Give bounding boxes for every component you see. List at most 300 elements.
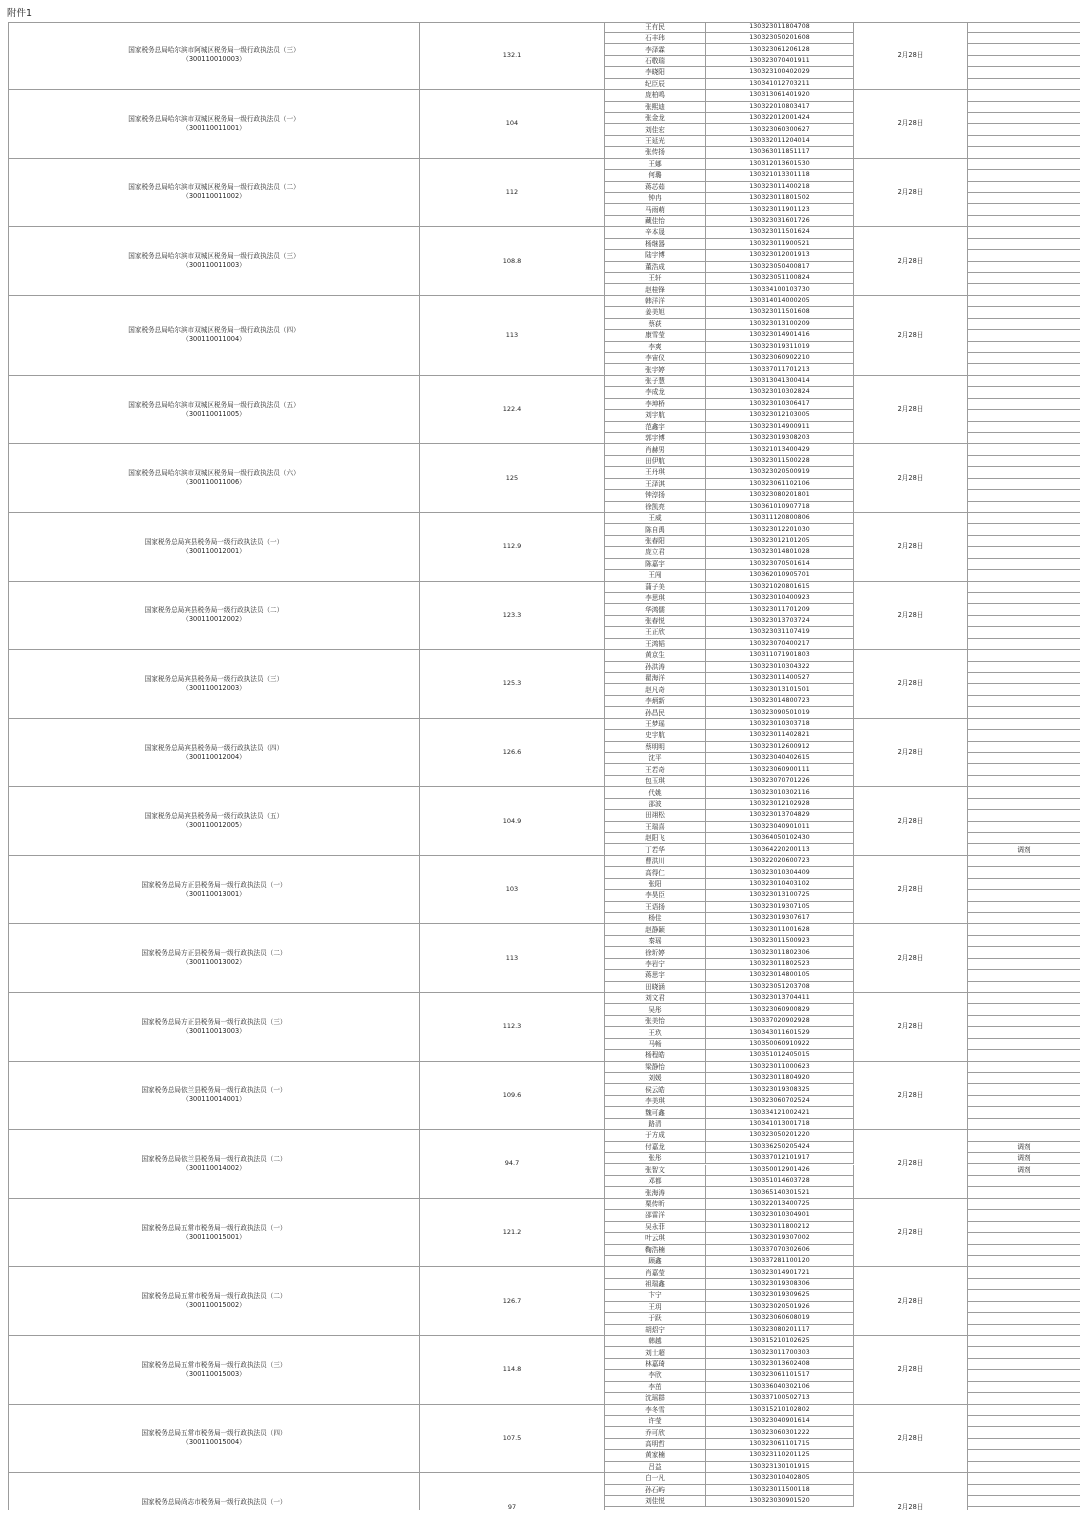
exam-id-cell (706, 33, 854, 44)
candidate-name-cell (605, 364, 706, 375)
position-code: （300110011001） (182, 123, 246, 132)
candidate-name-cell (605, 1084, 706, 1095)
candidate-name: 徐凯亮 (645, 502, 665, 511)
candidate-name: 张传扬 (645, 148, 665, 157)
candidate-name-cell (605, 982, 706, 993)
remark-cell (968, 147, 1080, 158)
interview-date: 2月28日 (897, 816, 924, 825)
candidate-name: 田翊松 (645, 811, 665, 820)
exam-id-cell (706, 56, 854, 67)
candidate-name-cell (605, 1370, 706, 1381)
candidate-name: 田伊航 (645, 457, 665, 466)
remark-cell (968, 102, 1080, 113)
candidate-name-cell (605, 307, 706, 318)
candidate-name: 王瑞喜 (645, 822, 665, 831)
candidate-name-cell (605, 593, 706, 604)
exam-id-cell (706, 79, 854, 90)
candidate-name-cell (605, 410, 706, 421)
position-name: 国家税务总局哈尔滨市双城区税务局一级行政执法员（六） (128, 469, 300, 478)
candidate-name-cell (605, 1004, 706, 1015)
position-name: 国家税务总局宾县税务局一级行政执法员（一） (144, 537, 284, 546)
remark-cell (968, 170, 1080, 181)
candidate-name: 吴永菲 (645, 1222, 665, 1231)
candidate-name-cell (605, 833, 706, 844)
remark-cell (968, 387, 1080, 398)
exam-id: 130323013100209 (749, 319, 810, 327)
remark-cell (968, 1359, 1080, 1370)
exam-id: 130361010907718 (749, 502, 810, 510)
candidate-name: 孙昌民 (645, 708, 665, 717)
candidate-name-cell (605, 1165, 706, 1176)
candidate-name-cell (605, 204, 706, 215)
interview-date: 2月28日 (897, 953, 924, 962)
remark-cell (968, 296, 1080, 307)
exam-id-cell (706, 787, 854, 798)
exam-id-cell (706, 593, 854, 604)
candidate-name: 石丰玮 (645, 34, 665, 43)
candidate-name: 祖瑞鑫 (645, 1280, 665, 1288)
candidate-name-cell (605, 730, 706, 741)
remark-cell (968, 833, 1080, 844)
remark-cell (968, 284, 1080, 295)
position-code: （300110011004） (182, 335, 246, 344)
exam-id: 130315210102625 (749, 1337, 810, 1345)
exam-id-cell (706, 993, 854, 1004)
remark-cell (968, 1462, 1080, 1473)
remark-cell (968, 79, 1080, 90)
date-cell (854, 1336, 968, 1405)
exam-id: 130323013602408 (749, 1360, 810, 1367)
candidate-name-cell (605, 250, 706, 261)
position-cell (8, 376, 420, 445)
date-cell (854, 856, 968, 925)
exam-id: 130323019307105 (749, 902, 810, 910)
candidate-name-cell (605, 216, 706, 227)
exam-id-cell (706, 1107, 854, 1118)
candidate-name-cell (605, 490, 706, 501)
remark-cell (968, 970, 1080, 981)
exam-id: 130323014900911 (749, 422, 810, 430)
candidate-name-cell (605, 924, 706, 935)
candidate-name: 李思琪 (645, 594, 665, 603)
candidate-name: 张宇婷 (645, 365, 665, 374)
remark-cell (968, 330, 1080, 341)
remark-cell (968, 410, 1080, 421)
position-code: （300110015002） (182, 1301, 246, 1310)
exam-id: 130323012102928 (749, 799, 810, 807)
exam-id: 130323010402805 (749, 1474, 810, 1482)
interview-date: 2月28日 (897, 1502, 924, 1510)
candidate-name: 李炳新 (645, 697, 665, 706)
exam-id-cell (706, 182, 854, 193)
candidate-name: 赵凡奇 (645, 685, 665, 694)
candidate-name: 王闯 (648, 571, 662, 580)
candidate-name: 沈平 (648, 754, 662, 763)
exam-id: 130323014901721 (749, 1268, 810, 1276)
remark-cell (968, 1153, 1080, 1164)
candidate-name-cell (605, 1050, 706, 1061)
score-cell (420, 513, 605, 582)
candidate-name-cell (605, 33, 706, 44)
candidate-name-cell (605, 1496, 706, 1507)
score-value: 97 (507, 1502, 517, 1510)
score-cell (420, 993, 605, 1062)
date-cell (854, 719, 968, 788)
exam-id-cell (706, 1325, 854, 1336)
position-cell (8, 296, 420, 376)
exam-id-cell (706, 833, 854, 844)
exam-id: 130323011500118 (749, 1485, 810, 1493)
exam-id-cell (706, 1084, 854, 1095)
exam-id-cell (706, 239, 854, 250)
candidate-name: 魏可鑫 (645, 1108, 665, 1117)
score-cell (420, 1267, 605, 1336)
remark-cell (968, 1187, 1080, 1198)
remark-cell (968, 273, 1080, 284)
candidate-name-cell (605, 1290, 706, 1301)
remark-cell (968, 1496, 1080, 1507)
candidate-name-cell (605, 1256, 706, 1267)
position-cell (8, 1336, 420, 1405)
exam-id-cell (706, 444, 854, 455)
date-cell (854, 650, 968, 719)
remark-cell (968, 1393, 1080, 1404)
candidate-name-cell (605, 867, 706, 878)
exam-id: 130365140301521 (749, 1188, 810, 1196)
interview-date: 2月28日 (897, 473, 924, 482)
exam-id-cell (706, 707, 854, 718)
score-value: 123.3 (502, 610, 522, 619)
position-cell (8, 1405, 420, 1474)
candidate-name-cell (605, 764, 706, 775)
candidate-name-cell (605, 1107, 706, 1118)
position-name: 国家税务总局哈尔滨市双城区税务局一级行政执法员（一） (128, 114, 300, 123)
exam-id-cell (706, 1062, 854, 1073)
exam-id-cell (706, 193, 854, 204)
candidate-name: 刘媛 (648, 1074, 662, 1083)
score-value: 126.6 (502, 748, 522, 756)
candidate-name: 黄京生 (645, 651, 665, 660)
exam-id: 130323012103005 (749, 411, 810, 419)
candidate-name: 王若奇 (645, 765, 665, 774)
exam-id-cell (706, 113, 854, 124)
exam-id: 130323011800212 (749, 1222, 810, 1230)
exam-id-cell (706, 627, 854, 638)
exam-id-cell (706, 204, 854, 215)
candidate-name-cell (605, 879, 706, 890)
score-cell (420, 856, 605, 925)
candidate-name-cell (605, 684, 706, 695)
candidate-name: 张阳 (648, 879, 662, 888)
exam-id-cell (706, 44, 854, 55)
exam-id-cell (706, 970, 854, 981)
remark-cell (968, 867, 1080, 878)
candidate-name: 张美怡 (645, 1017, 665, 1026)
candidate-name-cell (605, 124, 706, 135)
exam-id-cell (706, 799, 854, 810)
exam-id: 130337070302606 (749, 1245, 810, 1253)
position-name: 国家税务总局依兰县税务局一级行政执法员（一） (141, 1086, 287, 1095)
exam-id-cell (706, 1222, 854, 1233)
remark-cell (968, 719, 1080, 730)
remark-cell (968, 1279, 1080, 1290)
candidate-name: 王正欣 (645, 628, 665, 637)
score-value: 112 (505, 187, 519, 196)
exam-id: 130323013704829 (749, 811, 810, 819)
exam-id-cell (706, 696, 854, 707)
exam-id: 130323020501926 (749, 1302, 810, 1310)
candidate-name-cell (605, 296, 706, 307)
exam-id-cell (706, 1302, 854, 1313)
remark-cell (968, 559, 1080, 570)
remark-cell (968, 1084, 1080, 1095)
remark-cell (968, 650, 1080, 661)
exam-id-cell (706, 924, 854, 935)
candidate-name: 李美琪 (645, 1097, 665, 1106)
candidate-name-cell (605, 273, 706, 284)
candidate-name: 丁若华 (645, 845, 665, 854)
remark-cell (968, 707, 1080, 718)
position-name: 国家税务总局宾县税务局一级行政执法员（五） (144, 812, 284, 821)
candidate-name: 高得仁 (645, 868, 665, 877)
candidate-name-cell (605, 1427, 706, 1438)
exam-id-cell (706, 433, 854, 444)
score-value: 125.3 (502, 679, 522, 688)
candidate-name-cell (605, 90, 706, 101)
remark-cell (968, 422, 1080, 433)
candidate-name: 赵静颖 (645, 925, 665, 934)
date-cell (854, 1405, 968, 1474)
exam-id-cell (706, 1153, 854, 1164)
position-code: （300110012003） (182, 683, 246, 692)
position-cell (8, 1130, 420, 1199)
candidate-name-cell (605, 1336, 706, 1347)
exam-id: 130323011700303 (749, 1348, 810, 1356)
remark-cell (968, 124, 1080, 135)
exam-id-cell (706, 227, 854, 238)
exam-id-cell (706, 879, 854, 890)
exam-id: 130323010304901 (749, 1211, 810, 1219)
candidate-name: 赵桂锋 (645, 285, 665, 294)
candidate-name-cell (605, 239, 706, 250)
exam-id-cell (706, 902, 854, 913)
exam-id-cell (706, 364, 854, 375)
candidate-name: 李欣 (648, 1371, 662, 1380)
exam-id-cell (706, 273, 854, 284)
exam-id: 130322020600723 (749, 857, 810, 865)
remark-cell (968, 924, 1080, 935)
candidate-name-cell (605, 1416, 706, 1427)
remark-cell (968, 56, 1080, 67)
candidate-name: 陈嘉宇 (645, 559, 665, 568)
candidate-name: 邵雷洋 (645, 1211, 665, 1220)
score-value: 104 (505, 119, 519, 128)
exam-id-cell (706, 284, 854, 295)
exam-id: 130323019308306 (749, 1280, 810, 1287)
exam-id-cell (706, 810, 854, 821)
exam-id: 130323013101501 (749, 685, 810, 693)
date-cell (854, 582, 968, 651)
remark-cell (968, 799, 1080, 810)
position-name: 国家税务总局方正县税务局一级行政执法员（一） (141, 880, 287, 889)
exam-id-cell (706, 1427, 854, 1438)
candidate-name-cell (605, 1325, 706, 1336)
exam-id-cell (706, 1256, 854, 1267)
date-cell (854, 444, 968, 513)
exam-id-cell (706, 753, 854, 764)
position-name: 国家税务总局哈尔滨市双城区税务局一级行政执法员（四） (128, 326, 300, 335)
candidate-name: 王延光 (645, 137, 665, 145)
remark-cell (968, 67, 1080, 78)
candidate-name: 王玥 (648, 1302, 662, 1311)
exam-id: 130323010304322 (749, 662, 810, 670)
exam-id-cell (706, 639, 854, 650)
exam-id: 130323012001913 (749, 251, 810, 259)
exam-id-cell (706, 67, 854, 78)
exam-id: 130323011901123 (749, 205, 810, 213)
remark-cell (968, 547, 1080, 558)
exam-id: 130323010403102 (749, 879, 810, 887)
candidate-name: 石敬瑞 (645, 56, 665, 65)
exam-id: 130323013100725 (749, 891, 810, 899)
candidate-name: 范鑫宇 (645, 422, 665, 431)
exam-id-cell (706, 936, 854, 947)
candidate-name: 何璐 (648, 171, 662, 180)
candidate-name-cell (605, 376, 706, 387)
exam-id-cell (706, 1004, 854, 1015)
candidate-name: 李宙仪 (645, 354, 665, 363)
candidate-name-cell (605, 513, 706, 524)
candidate-name-cell (605, 1382, 706, 1393)
interview-date: 2月28日 (897, 330, 924, 339)
candidate-name-cell (605, 822, 706, 833)
position-cell (8, 924, 420, 993)
exam-id-cell (706, 307, 854, 318)
score-cell (420, 444, 605, 513)
exam-id-cell (706, 353, 854, 364)
candidate-name: 白一凡 (645, 1474, 665, 1483)
score-value: 103 (505, 885, 519, 894)
candidate-name: 乔可欣 (645, 1428, 665, 1437)
remark-cell (968, 582, 1080, 593)
exam-id: 130323060902210 (749, 354, 810, 362)
score-cell (420, 159, 605, 228)
position-code: （300110011002） (182, 192, 246, 201)
exam-id-cell (706, 490, 854, 501)
interview-date: 2月28日 (897, 1433, 924, 1442)
candidate-name: 马畅 (648, 1039, 662, 1048)
exam-id: 130323060608019 (749, 1314, 810, 1322)
candidate-name-cell (605, 79, 706, 90)
remark-cell (968, 204, 1080, 215)
exam-id: 130323011500923 (749, 937, 810, 945)
exam-id: 130362010905701 (749, 571, 810, 579)
candidate-name-cell (605, 547, 706, 558)
candidate-name-cell (605, 1393, 706, 1404)
remark-cell (968, 662, 1080, 673)
exam-id: 130323014800105 (749, 971, 810, 979)
candidate-name-cell (605, 970, 706, 981)
exam-id-cell (706, 890, 854, 901)
exam-id-cell (706, 1176, 854, 1187)
exam-id-cell (706, 90, 854, 101)
date-cell (854, 22, 968, 91)
remark-cell (968, 890, 1080, 901)
position-code: （300110012001） (182, 546, 246, 555)
exam-id-cell (706, 319, 854, 330)
exam-id-cell (706, 342, 854, 353)
exam-id-cell (706, 822, 854, 833)
exam-id: 130323010400923 (749, 594, 810, 602)
candidate-name-cell (605, 582, 706, 593)
exam-id: 130323061101715 (749, 1440, 810, 1448)
exam-id: 130350060910922 (749, 1039, 810, 1047)
exam-id: 130323080201801 (749, 491, 810, 499)
exam-id-cell (706, 1027, 854, 1038)
score-value: 126.7 (502, 1296, 522, 1305)
remark-cell (968, 684, 1080, 695)
remark-cell (968, 787, 1080, 798)
interview-date: 2月28日 (897, 119, 924, 128)
candidate-name-cell (605, 387, 706, 398)
candidate-name-cell (605, 604, 706, 615)
exam-id-cell (706, 1016, 854, 1027)
date-cell (854, 1062, 968, 1131)
remark-cell (968, 913, 1080, 924)
exam-id-cell (706, 22, 854, 33)
score-cell (420, 582, 605, 651)
remark-cell (968, 502, 1080, 513)
exam-id: 130351012405015 (749, 1051, 810, 1059)
remark-cell (968, 1210, 1080, 1221)
interview-date: 2月28日 (897, 679, 924, 688)
score-cell (420, 1199, 605, 1268)
exam-id: 130323040901614 (749, 1417, 810, 1425)
remark-cell (968, 353, 1080, 364)
candidate-name-cell (605, 227, 706, 238)
candidate-name-cell (605, 1199, 706, 1210)
candidate-name-cell (605, 719, 706, 730)
candidate-name-cell (605, 616, 706, 627)
exam-id-cell (706, 399, 854, 410)
candidate-name: 王有民 (645, 22, 665, 31)
score-value: 94.7 (504, 1159, 520, 1168)
exam-id: 130364220200113 (749, 845, 810, 853)
remark-cell (968, 639, 1080, 650)
exam-id-cell (706, 102, 854, 113)
remark-cell (968, 1439, 1080, 1450)
exam-id: 130321013400429 (749, 445, 810, 453)
exam-id: 130323050400817 (749, 262, 810, 270)
score-value: 113 (505, 330, 519, 339)
remark-cell (968, 1062, 1080, 1073)
exam-id: 130323011802306 (749, 948, 810, 956)
exam-id: 130323019308203 (749, 434, 810, 442)
exam-id: 130337100502713 (749, 1394, 810, 1402)
remark-cell (968, 513, 1080, 524)
exam-id: 130336040302106 (749, 1382, 810, 1390)
exam-id: 130323060702524 (749, 1097, 810, 1105)
position-cell (8, 993, 420, 1062)
candidate-name-cell (605, 902, 706, 913)
position-code: （300110011005） (182, 409, 246, 418)
exam-id: 130323070400217 (749, 639, 810, 647)
remark-cell (968, 1142, 1080, 1153)
score-cell (420, 1130, 605, 1199)
exam-id: 130323061206128 (749, 45, 810, 53)
position-cell (8, 513, 420, 582)
candidate-name: 张熙迪 (645, 102, 665, 111)
